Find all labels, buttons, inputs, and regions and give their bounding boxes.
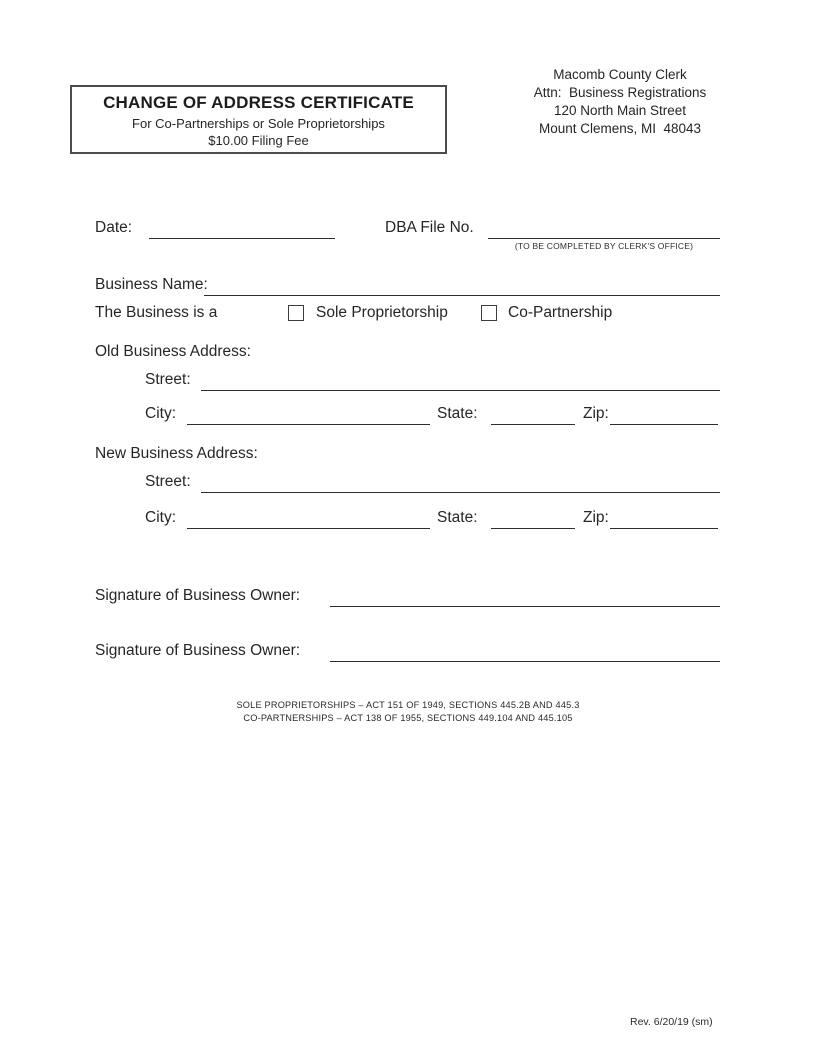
clerk-address-block: [503, 66, 737, 138]
old-street-blank-line[interactable]: [201, 371, 720, 391]
statute-footnote-line: CO-PARTNERSHIPS – ACT 138 OF 1955, SECTIONS 449.104 AND 445.105: [243, 713, 573, 723]
old-state-label: State:: [437, 405, 478, 422]
co-partnership-label: Co-Partnership: [508, 304, 613, 321]
business-name-label: Business Name:: [95, 276, 208, 293]
new-city-label: City:: [145, 509, 176, 526]
old-city-blank-line[interactable]: [187, 405, 430, 425]
new-city-blank-line[interactable]: [187, 509, 430, 529]
co-partnership-checkbox[interactable]: [481, 305, 497, 321]
dba-file-no-blank-line[interactable]: [488, 219, 720, 239]
new-street-label: Street:: [145, 473, 191, 490]
old-street-label: Street:: [145, 371, 191, 388]
signature2-label: Signature of Business Owner:: [95, 642, 301, 659]
old-address-heading: Old Business Address:: [95, 343, 251, 360]
clerk-address-line: Mount Clemens, MI 48043: [538, 121, 702, 136]
clerk-office-note: (TO BE COMPLETED BY CLERK'S OFFICE): [514, 241, 694, 251]
old-state-blank-line[interactable]: [491, 405, 575, 425]
statute-footnote: [0, 699, 816, 725]
business-type-label: The Business is a: [95, 304, 218, 321]
form-title-box: [70, 85, 447, 154]
date-label: Date:: [95, 219, 133, 236]
old-zip-label: Zip:: [583, 405, 609, 422]
new-state-blank-line[interactable]: [491, 509, 575, 529]
form-title: CHANGE OF ADDRESS CERTIFICATE: [103, 93, 414, 112]
new-street-blank-line[interactable]: [201, 473, 720, 493]
old-zip-blank-line[interactable]: [610, 405, 718, 425]
clerk-address-line: Macomb County Clerk: [553, 67, 687, 82]
new-state-label: State:: [437, 509, 478, 526]
sole-proprietorship-checkbox[interactable]: [288, 305, 304, 321]
new-zip-label: Zip:: [583, 509, 609, 526]
business-name-blank-line[interactable]: [204, 276, 720, 296]
date-blank-line[interactable]: [149, 219, 335, 239]
signature1-label: Signature of Business Owner:: [95, 587, 301, 604]
old-city-label: City:: [145, 405, 176, 422]
dba-file-no-label: DBA File No.: [385, 219, 474, 236]
new-address-heading: New Business Address:: [95, 445, 258, 462]
revision-note: Rev. 6/20/19 (sm): [630, 1016, 713, 1028]
signature2-blank-line[interactable]: [330, 642, 720, 662]
filing-fee-text: $10.00 Filing Fee: [208, 133, 309, 148]
statute-footnote-line: SOLE PROPRIETORSHIPS – ACT 151 OF 1949, SECTIONS 445.2B AND 445.3: [236, 700, 580, 710]
clerk-address-line: Attn: Business Registrations: [533, 85, 707, 100]
sole-proprietorship-label: Sole Proprietorship: [316, 304, 448, 321]
signature1-blank-line[interactable]: [330, 587, 720, 607]
clerk-address-line: 120 North Main Street: [553, 103, 687, 118]
form-subtitle: For Co-Partnerships or Sole Proprietorships: [132, 116, 385, 131]
new-zip-blank-line[interactable]: [610, 509, 718, 529]
